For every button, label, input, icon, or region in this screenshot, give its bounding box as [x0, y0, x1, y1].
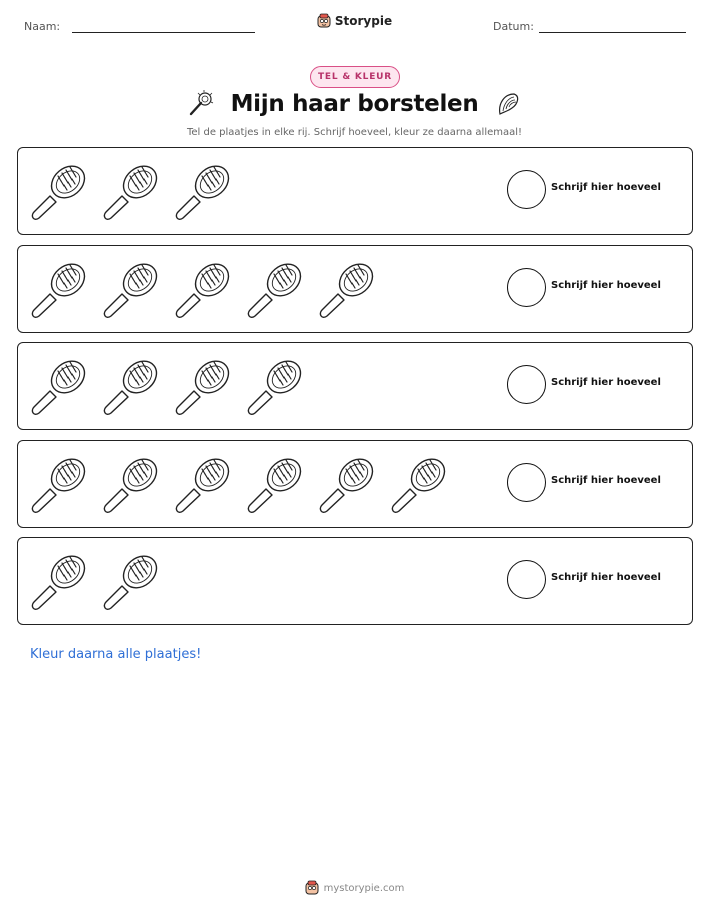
page-subtitle: Tel de plaatjes in elke rij. Schrijf hoeveel, kleur ze daarna allemaal!	[186, 127, 523, 138]
brand-name: Storypie	[334, 14, 393, 28]
hairbrush-icon	[100, 254, 164, 324]
answer-circle[interactable]	[507, 170, 546, 209]
answer-label: Schrijf hier hoeveel	[551, 572, 661, 583]
hairbrush-icon	[28, 254, 92, 324]
answer-label: Schrijf hier hoeveel	[551, 474, 661, 486]
instruction-text: Kleur daarna alle plaatjes!	[30, 647, 202, 662]
hairbrush-icon	[172, 156, 236, 226]
answer-label: Schrijf hier hoeveel	[551, 377, 661, 388]
hairbrush-icon	[316, 449, 380, 519]
brush-group[interactable]	[28, 449, 452, 519]
hairbrush-icon	[388, 449, 452, 519]
hairbrush-icon	[244, 351, 308, 421]
hairbrush-icon	[100, 351, 164, 421]
hairbrush-icon	[172, 449, 236, 519]
badge-text: TEL & KLEUR	[317, 72, 393, 82]
name-label: Naam:	[24, 20, 61, 33]
hairbrush-icon	[100, 156, 164, 226]
hairbrush-icon	[28, 156, 92, 226]
date-label: Datum:	[493, 20, 534, 33]
hairbrush-icon	[100, 546, 164, 616]
hairbrush-icon	[172, 351, 236, 421]
answer-circle[interactable]	[507, 268, 546, 307]
counting-row	[17, 537, 693, 625]
footer-mascot-icon	[305, 880, 319, 896]
counting-rows	[17, 147, 693, 635]
answer-circle[interactable]	[507, 560, 546, 599]
brand-logo	[0, 13, 709, 33]
hairbrush-icon	[244, 254, 308, 324]
hairbrush-icon	[316, 254, 380, 324]
brush-group[interactable]	[28, 156, 236, 226]
counting-row	[17, 440, 693, 528]
brush-group[interactable]	[28, 351, 308, 421]
hairbrush-icon	[28, 449, 92, 519]
counting-row	[17, 147, 693, 235]
storypie-mascot-icon	[317, 13, 331, 29]
hairbrush-icon	[244, 449, 308, 519]
hairbrush-icon	[28, 546, 92, 616]
hair-lock-icon	[494, 90, 522, 118]
answer-circle[interactable]	[507, 365, 546, 404]
title-row	[0, 90, 709, 118]
brush-group[interactable]	[28, 254, 380, 324]
hairbrush-icon	[28, 351, 92, 421]
brush-group[interactable]	[28, 546, 164, 616]
round-brush-icon	[187, 90, 215, 118]
footer	[0, 880, 709, 896]
answer-label: Schrijf hier hoeveel	[551, 182, 661, 193]
date-line[interactable]	[539, 32, 686, 33]
counting-row	[17, 245, 693, 333]
hairbrush-icon	[172, 254, 236, 324]
page-title: Mijn haar borstelen	[230, 91, 479, 117]
answer-label: Schrijf hier hoeveel	[551, 279, 661, 291]
counting-row	[17, 342, 693, 430]
category-badge	[310, 66, 400, 88]
footer-url: mystorypie.com	[323, 882, 405, 894]
hairbrush-icon	[100, 449, 164, 519]
answer-circle[interactable]	[507, 463, 546, 502]
